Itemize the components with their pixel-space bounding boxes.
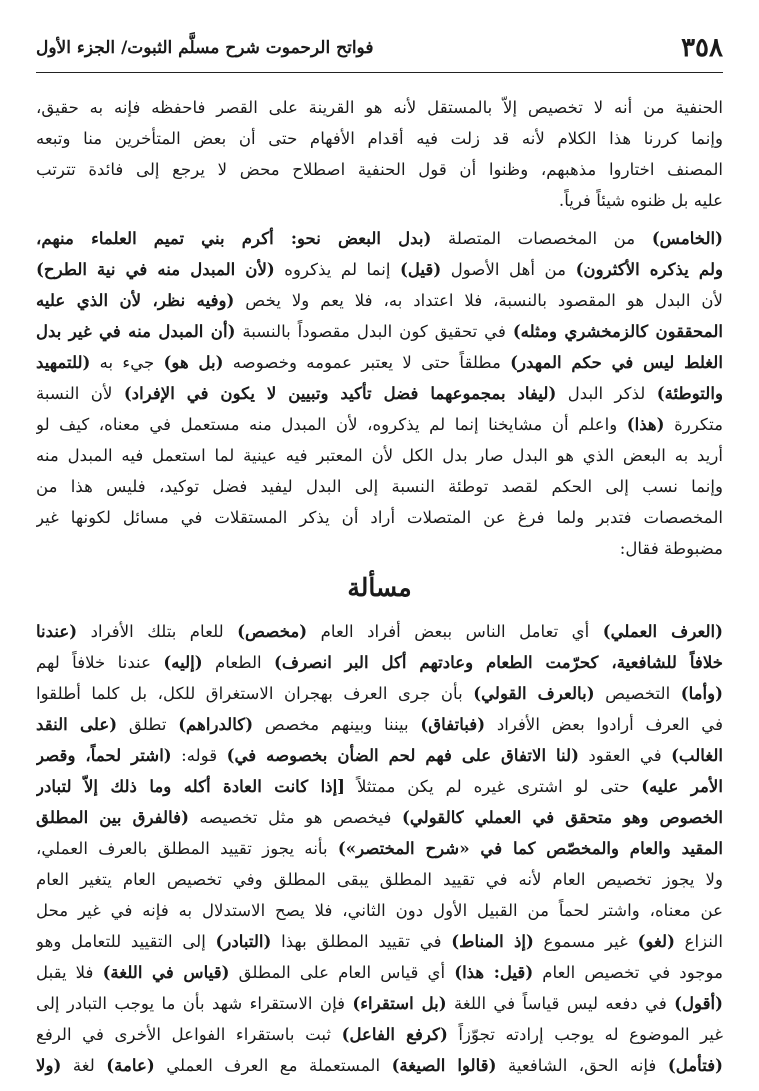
text-segment: للعام بتلك الأفراد [77, 622, 238, 641]
text-line [36, 647, 723, 678]
bold-segment: (العرف العملي) [602, 621, 723, 641]
text-line [36, 1050, 723, 1081]
text-line [36, 316, 723, 347]
bold-segment: [إذا كانت العادة أكله وما ذلك إلاّ لتبادر [36, 776, 346, 796]
text-segment: المخصصات فتدبر ولما فرغ عن المتصلات أراد أن يذكر المستقلات في مسائل لكونها غير [36, 508, 723, 527]
text-line [36, 223, 723, 254]
text-segment: في تقييد المطلق بهذا [271, 932, 452, 951]
text-line [36, 802, 723, 833]
text-segment: واعلم أن مشايخنا إنما لم يذكروه، لأن المبدل منه مستعمل في معناه، كيف لو [36, 415, 627, 434]
bold-segment: (إذ المناط) [451, 931, 534, 951]
bold-segment: (قالوا الصيغة) [391, 1055, 497, 1075]
text-segment: عليه بل ظنوه شيئاً فرياً. [558, 191, 723, 210]
text-segment: في العقود [578, 746, 672, 765]
text-segment: عندنا خلافاً لهم [36, 653, 164, 672]
bold-segment: (لأن المبدل منه في نية الطرح) [36, 259, 275, 279]
section-title: مسألة [347, 573, 412, 602]
bold-segment: (مخصص) [237, 621, 308, 641]
paragraph-1 [36, 92, 723, 216]
text-line [36, 185, 723, 216]
text-segment: جيء به [90, 353, 164, 372]
bold-segment: المحققون كالزمخشري ومثله) [512, 321, 723, 341]
text-segment: مطلقاً حتى لا يعتبر عمومه وخصوصه [223, 353, 511, 372]
text-line [36, 988, 723, 1019]
bold-segment: (فتأمل) [667, 1055, 723, 1075]
text-segment: بأنه يجوز تقييد المطلق بالعرف العملي، [36, 839, 338, 858]
text-line [36, 740, 723, 771]
text-segment: أريد به البعض الذي هو البدل صار بدل الكل لأن المعتبر فيه عينية لما استعمل فيه المبدل منه [36, 446, 723, 465]
text-segment: النزاع [674, 932, 723, 951]
bold-segment: (قياس في اللغة) [102, 962, 230, 982]
bold-segment: الغالب) [671, 745, 723, 765]
text-line [36, 123, 723, 154]
text-segment: غير مسموع [533, 932, 638, 951]
text-line [36, 1019, 723, 1050]
bold-segment: (بل هو) [163, 352, 224, 372]
text-segment: أي تعامل الناس ببعض أفراد العام [307, 622, 603, 641]
bold-segment: (أن المبدل منه في غير بدل [36, 321, 236, 341]
text-segment: فلا يقبل [36, 963, 103, 982]
text-line [36, 92, 723, 123]
bold-segment: (ولا [36, 1055, 62, 1075]
bold-segment: (اشتر لحماً، وقصر [36, 745, 172, 765]
bold-segment: (بالعرف القولي) [473, 683, 595, 703]
text-segment: لأن النسبة [36, 384, 124, 403]
text-line [36, 678, 723, 709]
bold-segment: الغلط ليس في حكم المهدر) [510, 352, 723, 372]
bold-segment: الأمر عليه) [641, 776, 723, 796]
text-segment: من أهل الأصول [441, 260, 576, 279]
text-line [36, 409, 723, 440]
text-line [36, 864, 723, 895]
text-line [36, 926, 723, 957]
text-line [36, 957, 723, 988]
text-line [36, 771, 723, 802]
bold-segment: (عامة) [106, 1055, 155, 1075]
bold-segment: (بل استقراء) [352, 993, 447, 1013]
text-segment: عن معناه، واشتر لحماً من القبيل الأول دون الثاني، فلا يصح الاستدلال به فإنه في غير محل [36, 901, 723, 920]
bold-segment: (لغو) [637, 931, 675, 951]
text-segment: بأن جرى العرف بهجران الاستغراق للكل، بل كلما أطلقوا [36, 684, 474, 703]
text-segment: المستعملة مع العرف العملي [154, 1056, 392, 1075]
text-line [36, 378, 723, 409]
bold-segment: (أقول) [674, 993, 723, 1013]
text-segment: لأن البدل هو المقصود بالنسبة، فلا اعتداد به، فلا يعم ولا يخص [234, 291, 723, 310]
text-segment: التخصيص [594, 684, 681, 703]
text-segment: الطعام [202, 653, 275, 672]
text-segment: من المخصصات المتصلة [431, 229, 652, 248]
bold-segment: المقيد والعام والمخصّص كما في «شرح المختصر») [337, 838, 723, 858]
text-line [36, 254, 723, 285]
bold-segment: (وفيه نظر، لأن الذي عليه [36, 290, 235, 310]
text-segment: مضبوطة فقال: [619, 539, 723, 558]
text-segment: وإنما نسب إلى الحكم لقصد توطئة النسبة إلى البدل ليفيد فضل توكيد، فليس هذا من [36, 477, 723, 496]
bold-segment: (للتمهيد [36, 352, 91, 372]
text-line [36, 154, 723, 185]
text-segment: فيخصص هو مثل تخصيصه [188, 808, 402, 827]
bold-segment: (عندنا [36, 621, 78, 641]
bold-segment: (التبادر) [215, 931, 272, 951]
bold-segment: (كالدراهم) [178, 714, 254, 734]
text-segment: أي قياس العام على المطلق [229, 963, 455, 982]
text-segment: متكررة [664, 415, 723, 434]
text-segment: في تحقيق كون البدل مقصوداً بالنسبة [235, 322, 513, 341]
text-segment: فإن الاستقراء شهد بأن ما يوجب التبادر إلى [36, 994, 353, 1013]
text-segment: حتى لو اشترى غيره لم يكن ممتثلاً [345, 777, 642, 796]
page-number: ٣٥٨ [681, 33, 723, 63]
paragraph-3 [36, 616, 723, 1081]
text-line [36, 440, 723, 471]
text-segment: لغة [61, 1056, 107, 1075]
bold-segment: (قيل: هذا) [454, 962, 534, 982]
text-segment: المصنف اختاروا مذهبهم، وظنوا أن قول الحنفية اصطلاح محض لا يرجع إلى فائدة تترتب [36, 160, 723, 179]
text-line [36, 833, 723, 864]
bold-segment: (وأما) [680, 683, 723, 703]
text-segment: إنما لم يذكروه [274, 260, 400, 279]
text-segment: ولا يجوز تخصيص العام لأنه في تقييد المطلق يبقى المطلق وفي تخصيص العام يتغير العام [36, 870, 723, 889]
text-segment: الحنفية من أنه لا تخصيص إلاّ بالمستقل لأنه هو القرينة على القصر فاحفظه فإنه به حقيق، [36, 98, 723, 117]
text-line [36, 709, 723, 740]
text-segment: موجود في تخصيص العام [533, 963, 723, 982]
text-segment: في دفعه ليس قياساً في اللغة [446, 994, 675, 1013]
text-segment: وإنما كررنا هذا الكلام لأنه قد زلت فيه أقدام الأفهام حتى أن بعض المتأخرين منا وتبعه [36, 129, 723, 148]
text-segment: تطلق [117, 715, 179, 734]
bold-segment: (على النقد [36, 714, 118, 734]
bold-segment: (قيل) [399, 259, 442, 279]
text-line [36, 895, 723, 926]
bold-segment: (هذا) [626, 414, 665, 434]
bold-segment: الخصوص وهو متحقق في العملي كالقولي) [401, 807, 723, 827]
bold-segment: (كرفع الفاعل) [341, 1024, 448, 1044]
bold-segment: (الخامس) [651, 228, 723, 248]
text-line [36, 347, 723, 378]
bold-segment: ولم يذكره الأكثرون) [575, 259, 723, 279]
bold-segment: خلافاً للشافعية، كحرّمت الطعام وعادتهم أكل البر انصرف) [274, 652, 723, 672]
text-segment: بيننا وبينهم مخصص [253, 715, 421, 734]
text-line [36, 502, 723, 533]
text-line [36, 471, 723, 502]
text-segment: لذكر البدل [556, 384, 657, 403]
running-title: فواتح الرحموت شرح مسلَّم الثبوت/ الجزء الأول [36, 38, 374, 58]
bold-segment: (فالفرق بين المطلق [36, 807, 189, 827]
bold-segment: (بدل البعض نحو: أكرم بني تميم العلماء منهم، [36, 228, 432, 248]
text-segment: في العرف أرادوا بعض الأفراد [485, 715, 723, 734]
text-line [36, 285, 723, 316]
bold-segment: (ليفاد بمجموعهما فضل تأكيد وتبيين لا يكون في الإفراد) [123, 383, 557, 403]
text-segment: غير الموضوع له يوجب إرادته تجوّزاً [447, 1025, 723, 1044]
text-segment: قوله: [171, 746, 227, 765]
bold-segment: (فباتفاق) [420, 714, 486, 734]
paragraph-2 [36, 223, 723, 564]
text-line [36, 533, 723, 564]
header-rule [36, 72, 723, 73]
text-segment: فإنه الحق، الشافعية [496, 1056, 668, 1075]
bold-segment: والتوطئة) [656, 383, 723, 403]
text-segment: إلى التقييد للتعامل وهو [36, 932, 216, 951]
bold-segment: (لنا الاتفاق على فهم لحم الضأن بخصوصه في) [226, 745, 579, 765]
page-header [36, 28, 723, 68]
text-segment: ثبت باستقراء الفواعل الأخرى في الرفع [36, 1025, 342, 1044]
bold-segment: (إليه) [163, 652, 203, 672]
text-line [36, 616, 723, 647]
